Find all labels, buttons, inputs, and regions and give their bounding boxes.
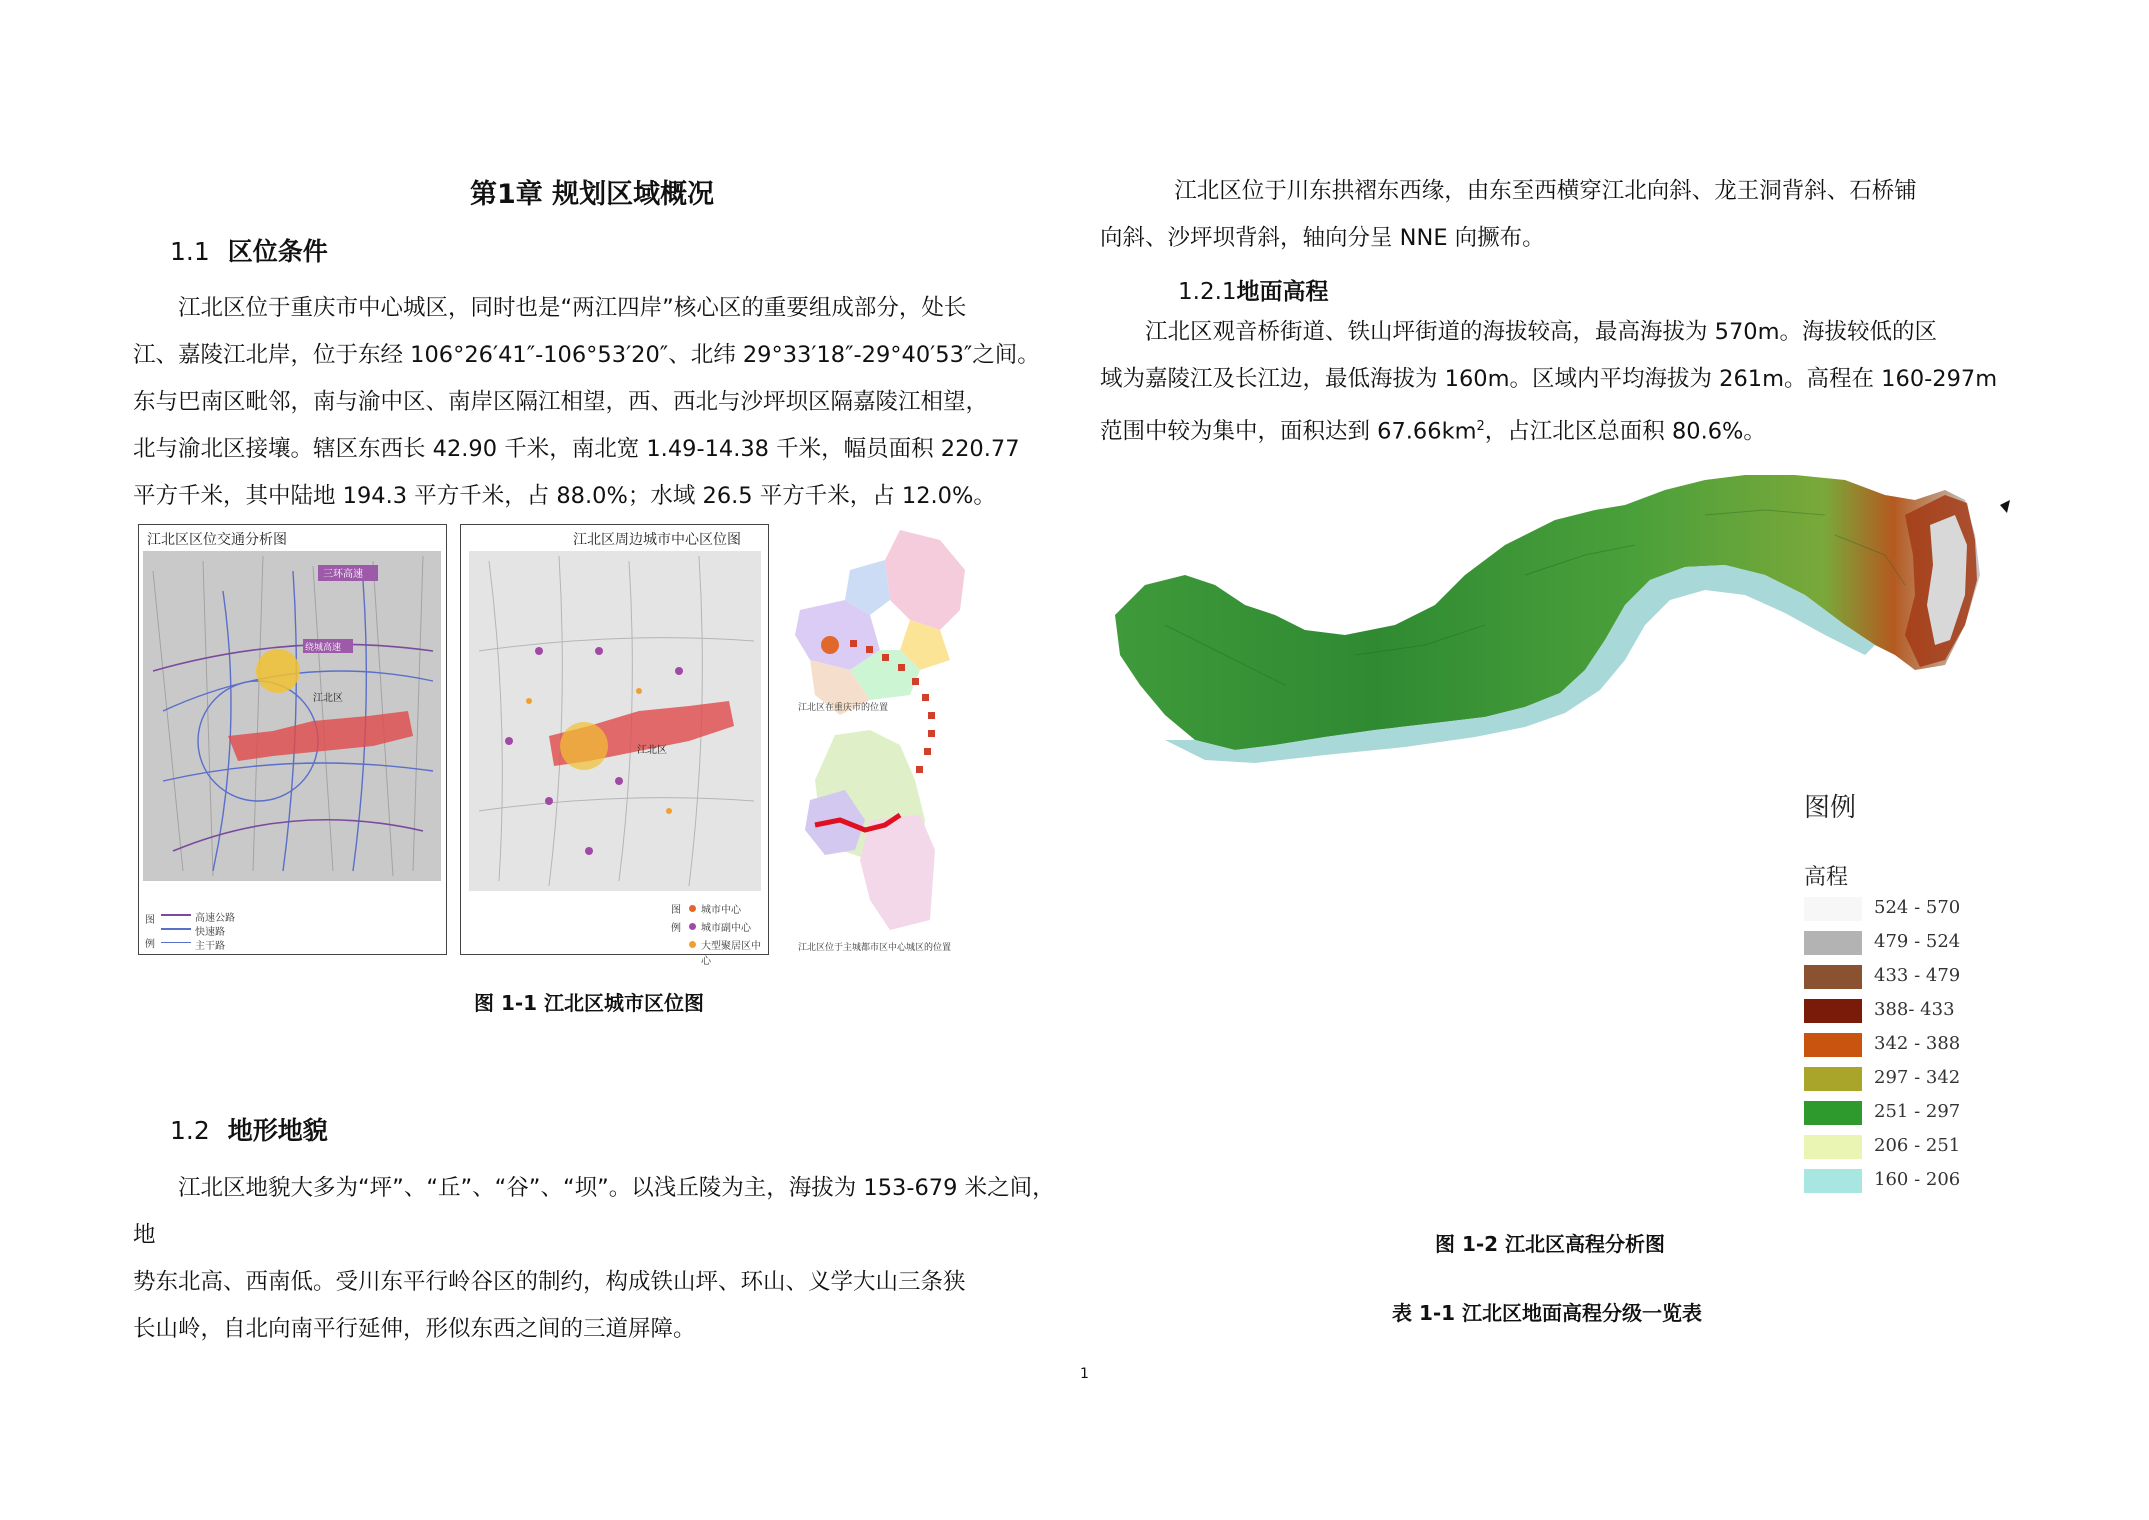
text-line: 东与巴南区毗邻，南与渝中区、南岸区隔江相望，西、西北与沙坪坝区隔嘉陵江相望，: [133, 389, 989, 415]
text-line: 范围中较为集中，面积达到 $67.66km^2$，占江北区总面积 80.6%。: [1100, 418, 1766, 445]
figure-1-2-caption: 图 1-2 江北区高程分析图: [1435, 1232, 1666, 1256]
text-line: 江北区观音桥街道、铁山坪街道的海拔较高，最高海拔为 570m。海拔较低的区: [1145, 319, 1938, 345]
legend-range: 342 - 388: [1874, 1033, 1961, 1054]
figure-title: 江北区周边城市中心区位图: [573, 532, 741, 548]
legend-swatch: [1804, 1067, 1862, 1091]
elevation-legend: [1804, 897, 2024, 1197]
legend-swatch: [1804, 897, 1862, 921]
legend-range: 388- 433: [1874, 999, 1955, 1020]
legend-char: 例: [671, 923, 681, 934]
text-line: 平方千米，其中陆地 194.3 平方千米，占 88.0%；水域 26.5 平方千米，占 12.0%。: [133, 483, 996, 509]
legend-range: 433 - 479: [1874, 965, 1961, 986]
legend-swatch: [1804, 1033, 1862, 1057]
map-label: 江北区: [637, 745, 667, 756]
section-heading-1-2: [170, 1111, 328, 1147]
section-number: 1.1: [170, 237, 210, 266]
legend-dot-city-centre: [689, 905, 696, 912]
legend-line-expressway: [161, 914, 191, 916]
legend-item: 主干路: [195, 941, 225, 952]
legend-item: 城市中心: [701, 905, 741, 916]
legend-item: 城市副中心: [701, 923, 751, 934]
legend-swatch: [1804, 999, 1862, 1023]
legend-range: 206 - 251: [1874, 1135, 1961, 1156]
section-title: 地面高程: [1236, 279, 1329, 305]
paragraph-location: [133, 285, 1068, 520]
section-title: 地形地貌: [227, 1116, 328, 1145]
chapter-title: 第1章 规划区域概况: [470, 179, 715, 210]
paragraph-elevation: [1100, 309, 2035, 456]
text-line: 江北区位于重庆市中心城区，同时也是“两江四岸”核心区的重要组成部分，处长: [178, 295, 967, 321]
legend-dot-subcentre: [689, 923, 696, 930]
map-label: 绕城高速: [305, 643, 342, 653]
text-line: 江北区地貌大多为“坪”、“丘”、“谷”、“坝”。以浅丘陵为主，海拔为 153-679 米之间，地: [133, 1175, 1055, 1248]
legend-char: 例: [145, 939, 155, 950]
legend-char: 图: [145, 915, 155, 926]
legend-dot-residential-centre: [689, 941, 696, 948]
paragraph-geology: [1100, 168, 2035, 262]
text-line: 域为嘉陵江及长江边，最低海拔为 160m。区域内平均海拔为 261m。高程在 160-297m: [1100, 366, 1998, 392]
legend-range: 297 - 342: [1874, 1067, 1961, 1088]
urban-centre-map-image: [469, 551, 761, 891]
text-line: 向斜、沙坪坝背斜，轴向分呈 NNE 向撅布。: [1100, 225, 1545, 251]
legend-swatch: [1804, 1169, 1862, 1193]
map-label: 三环高速: [323, 569, 363, 580]
section-number: 1.2.1: [1178, 279, 1237, 305]
section-heading-1-1: [170, 232, 328, 268]
legend-range: 251 - 297: [1874, 1101, 1961, 1122]
text-line: 势东北高、西南低。受川东平行岭谷区的制约，构成铁山坪、环山、义学大山三条狭: [133, 1269, 966, 1295]
locator-caption-bottom: 江北区位于主城都市区中心城区的位置: [798, 943, 952, 953]
chongqing-locator-maps: [790, 520, 1010, 960]
legend-range: 160 - 206: [1874, 1169, 1961, 1190]
legend-heading: 图例: [1804, 793, 1857, 823]
section-title: 区位条件: [227, 237, 328, 266]
figure-1-1-caption: 图 1-1 江北区城市区位图: [474, 991, 705, 1015]
legend-item: 高速公路: [195, 913, 235, 924]
section-number: 1.2: [170, 1116, 210, 1145]
page-number: 1: [1080, 1366, 1089, 1382]
legend-swatch: [1804, 1135, 1862, 1159]
text-line: 江北区位于川东拱褶东西缘，由东至西横穿江北向斜、龙王洞背斜、石桥铺: [1174, 178, 1917, 204]
legend-line-arterial: [161, 942, 191, 943]
legend-range: 479 - 524: [1874, 931, 1961, 952]
urban-centre-map: [460, 524, 769, 967]
legend-char: 图: [671, 905, 681, 916]
legend-item: 大型聚居区中心: [701, 941, 761, 967]
legend-swatch: [1804, 965, 1862, 989]
legend-line-fastway: [161, 928, 191, 930]
section-heading-1-2-1: [1178, 273, 1329, 306]
text-line: 长山岭，自北向南平行延伸，形似东西之间的三道屏障。: [133, 1316, 696, 1342]
legend-range: 524 - 570: [1874, 897, 1961, 918]
text-line: 北与渝北区接壤。辖区东西长 42.90 千米，南北宽 1.49-14.38 千米，幅员面积 220.77: [133, 436, 1020, 462]
legend-subheading: 高程: [1804, 865, 1849, 890]
text-line: 江、嘉陵江北岸，位于东经 106°26′41″-106°53′20″、北纬 29°33′18″-29°40′53″之间。: [133, 342, 1040, 368]
legend-swatch: [1804, 931, 1862, 955]
locator-caption-top: 江北区在重庆市的位置: [798, 703, 889, 713]
elevation-relief-map: [1105, 455, 2015, 775]
paragraph-landform: [133, 1165, 1068, 1353]
traffic-map-image: [143, 551, 441, 881]
figure-title: 江北区区位交通分析图: [147, 532, 287, 548]
map-label: 江北区: [313, 693, 343, 704]
table-1-1-caption: 表 1-1 江北区地面高程分级一览表: [1392, 1301, 1703, 1325]
traffic-analysis-map: [138, 524, 447, 955]
legend-item: 快速路: [195, 927, 225, 938]
legend-swatch: [1804, 1101, 1862, 1125]
